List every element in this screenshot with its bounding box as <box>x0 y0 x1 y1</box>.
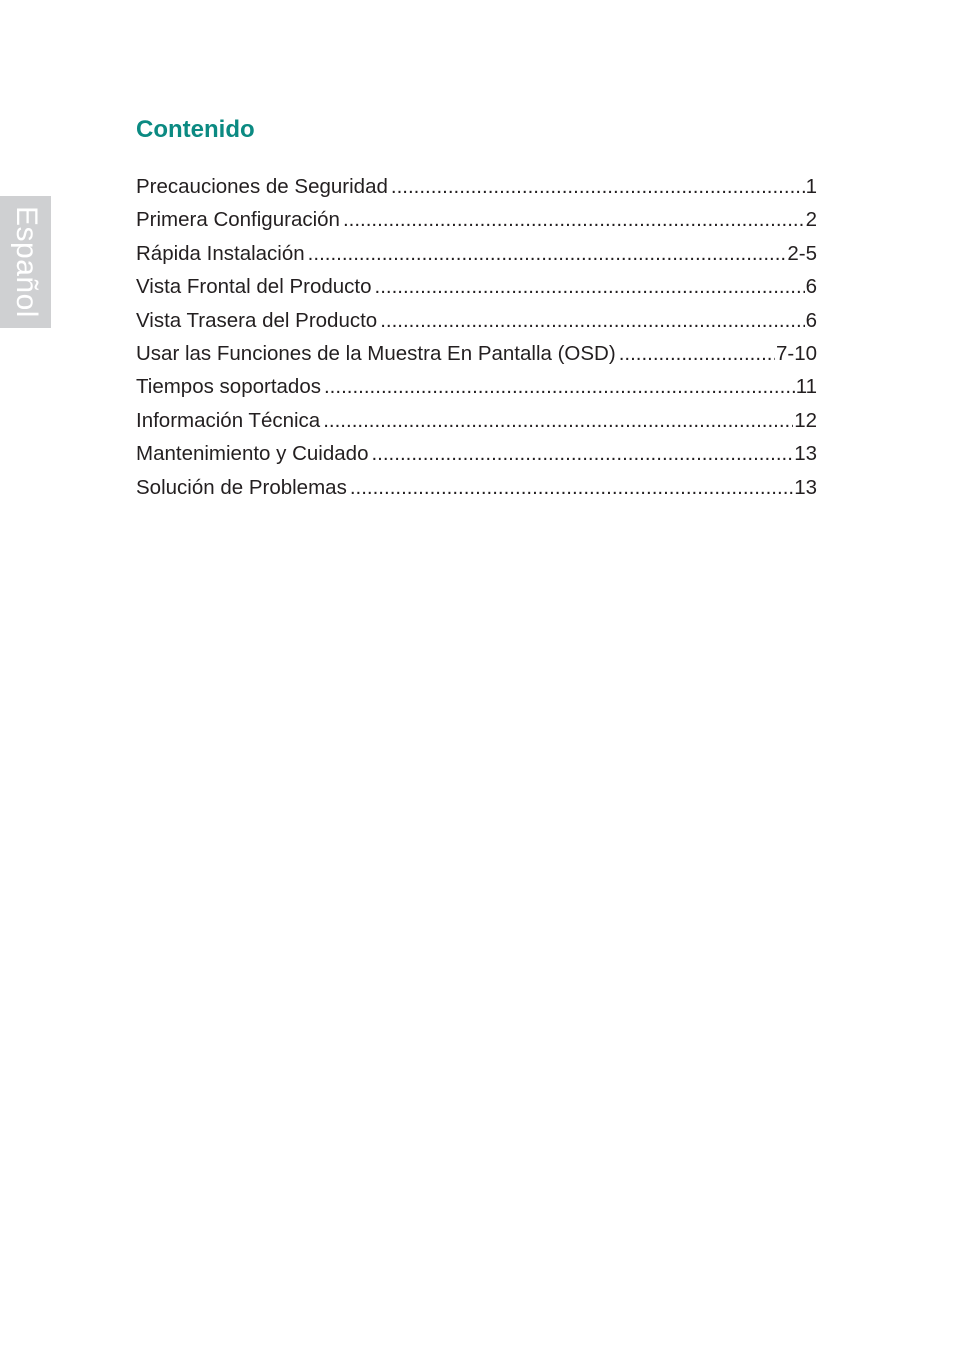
toc-dot-leader <box>391 170 805 203</box>
toc-entry <box>136 471 817 504</box>
toc-entry-label: Tiempos soportados <box>136 375 321 399</box>
toc-entry-label: Mantenimiento y Cuidado <box>136 442 369 466</box>
toc-entry-label: Primera Configuración <box>136 208 340 232</box>
toc-entry-page: 12 <box>794 408 817 432</box>
toc-entry-page: 1 <box>805 175 817 198</box>
toc-entry-label: Vista Frontal del Producto <box>136 275 372 299</box>
language-side-tab <box>0 196 51 328</box>
toc-entry <box>136 270 817 303</box>
toc-entry-page: 13 <box>794 442 817 466</box>
toc-entry-page: 11 <box>795 375 817 399</box>
toc-dot-leader <box>323 404 793 437</box>
toc-entry <box>136 237 817 270</box>
toc-dot-leader <box>371 437 793 470</box>
toc-entry <box>136 203 817 236</box>
toc-dot-leader <box>308 237 787 270</box>
toc-dot-leader <box>619 337 775 370</box>
toc-entry <box>136 370 817 403</box>
toc-entry-label: Precauciones de Seguridad <box>136 175 388 198</box>
toc-dot-leader <box>324 370 795 403</box>
toc-entry-label: Solución de Problemas <box>136 475 347 499</box>
toc-entry <box>136 404 817 437</box>
toc-dot-leader <box>350 471 793 504</box>
toc-title: Contenido <box>136 116 255 143</box>
toc-entry <box>136 437 817 470</box>
toc-entry-page: 6 <box>805 275 817 299</box>
toc-entry-label: Vista Trasera del Producto <box>136 308 378 332</box>
toc-entry-label: Información Técnica <box>136 408 321 432</box>
table-of-contents <box>136 170 817 504</box>
toc-entry-page: 13 <box>794 475 817 499</box>
toc-entry-page: 6 <box>805 308 817 332</box>
toc-entry-label: Usar las Funciones de la Muestra En Pantalla (OSD) <box>136 341 616 365</box>
toc-entry <box>136 304 817 337</box>
toc-dot-leader <box>380 304 804 337</box>
toc-entry-page: 2-5 <box>787 241 817 265</box>
toc-dot-leader <box>375 270 805 303</box>
toc-dot-leader <box>343 203 805 236</box>
toc-entry-page: 7-10 <box>775 341 817 365</box>
toc-entry-label: Rápida Instalación <box>136 241 305 265</box>
toc-entry <box>136 170 817 203</box>
toc-entry-page: 2 <box>805 208 817 232</box>
toc-entry <box>136 337 817 370</box>
language-tab-label: Español <box>9 206 43 318</box>
